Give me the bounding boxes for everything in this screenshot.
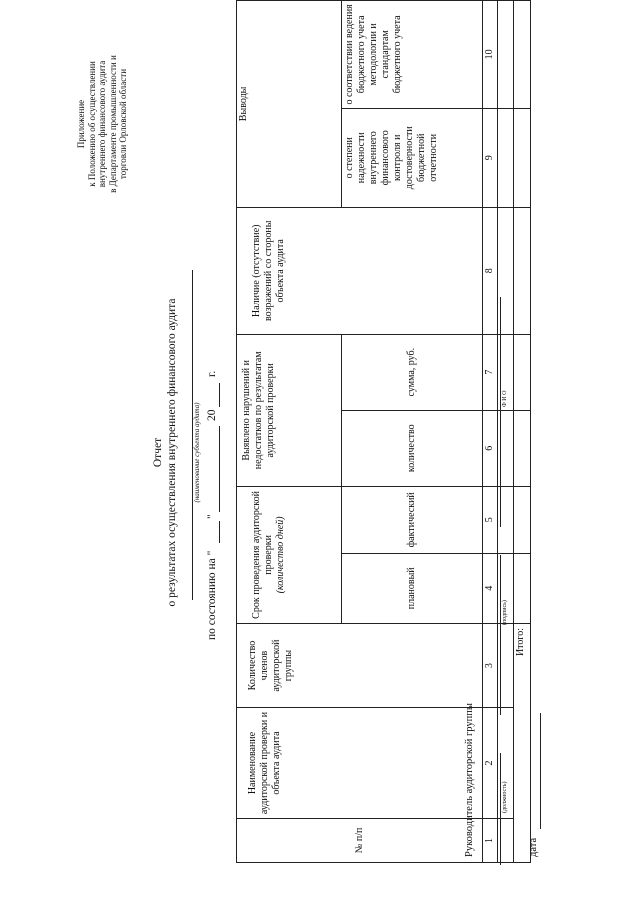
number-row — [483, 1, 498, 863]
header-name: Наименование аудиторской проверки и объекта аудита — [237, 708, 483, 819]
appendix-line: торговли Орловской области — [118, 68, 128, 180]
position-line — [500, 753, 501, 865]
table-cell — [514, 486, 531, 553]
date-prefix: по состоянию на " — [206, 550, 218, 640]
col-number: 1 — [483, 818, 498, 862]
appendix-block — [76, 19, 129, 229]
col-number: 8 — [483, 207, 498, 334]
signature-line — [500, 555, 501, 715]
header-sum: сумма, руб. — [342, 334, 483, 410]
appendix-line: внутреннего финансового аудита — [97, 60, 107, 188]
table-cell — [514, 334, 531, 410]
table-cell — [514, 108, 531, 207]
col-number: 5 — [483, 486, 498, 553]
table-cell — [514, 553, 531, 623]
table-cell — [514, 410, 531, 486]
header-term-label: Срок проведения аудиторской проверки — [251, 491, 274, 619]
report-subtitle: о результатах осуществления внутреннего финансового аудита — [166, 298, 178, 607]
date-label: дата — [528, 837, 539, 857]
header-objections: Наличие (отсутствие) возражений со стороны объекта аудита — [237, 207, 483, 334]
total-label: Итого: — [514, 623, 531, 862]
header-term-note: (количество дней) — [275, 516, 286, 594]
appendix-line: в Департаменте промышленности и — [107, 55, 118, 193]
col-number: 2 — [483, 708, 498, 819]
header-members: Количество членов аудиторской группы — [237, 623, 483, 707]
appendix-line: Приложение — [76, 99, 86, 149]
date-line — [540, 713, 541, 829]
date-day-line — [219, 521, 220, 543]
report-table — [236, 0, 531, 863]
date-year: 20 — [206, 409, 218, 421]
header-count: количество — [342, 410, 483, 486]
signature-caption: (подпись) — [502, 600, 508, 625]
header-reliability: о степени надежности внутреннего финансового контроля и достоверности бюджетной отчетности — [342, 108, 483, 207]
date-year-line — [219, 383, 220, 407]
report-title: Отчет — [152, 437, 164, 468]
col-number: 9 — [483, 108, 498, 207]
total-row — [514, 1, 531, 863]
col-number: 6 — [483, 410, 498, 486]
header-term — [237, 486, 342, 623]
header-violations: Выявлено нарушений и недостатков по результатам аудиторской проверки — [237, 334, 342, 486]
date-suffix: г. — [206, 370, 218, 377]
col-number: 10 — [483, 1, 498, 109]
table-cell — [498, 108, 514, 207]
table-cell — [514, 207, 531, 334]
date-month-line — [219, 426, 220, 512]
subject-caption: (наименование субъекта аудита) — [193, 402, 201, 503]
table-cell — [498, 1, 514, 109]
date-quote: " — [206, 514, 218, 519]
appendix-line: к Положению об осуществлении — [86, 61, 97, 187]
col-number: 7 — [483, 334, 498, 410]
fio-line — [500, 297, 501, 527]
header-planned: плановый — [342, 553, 483, 623]
header-conclusions: Выводы — [237, 1, 342, 208]
head-label: Руководитель аудиторской группы — [464, 703, 475, 857]
table-cell — [514, 1, 531, 109]
header-compliance: о соответствии ведения бюджетного учета методологии и стандартам бюджетного учета — [342, 1, 483, 109]
header-num: № п/п — [237, 818, 483, 862]
header-actual: фактический — [342, 486, 483, 553]
col-number: 3 — [483, 623, 498, 707]
col-number: 4 — [483, 553, 498, 623]
position-caption: (должность) — [502, 781, 508, 813]
fio-caption: Ф И О — [502, 390, 508, 407]
